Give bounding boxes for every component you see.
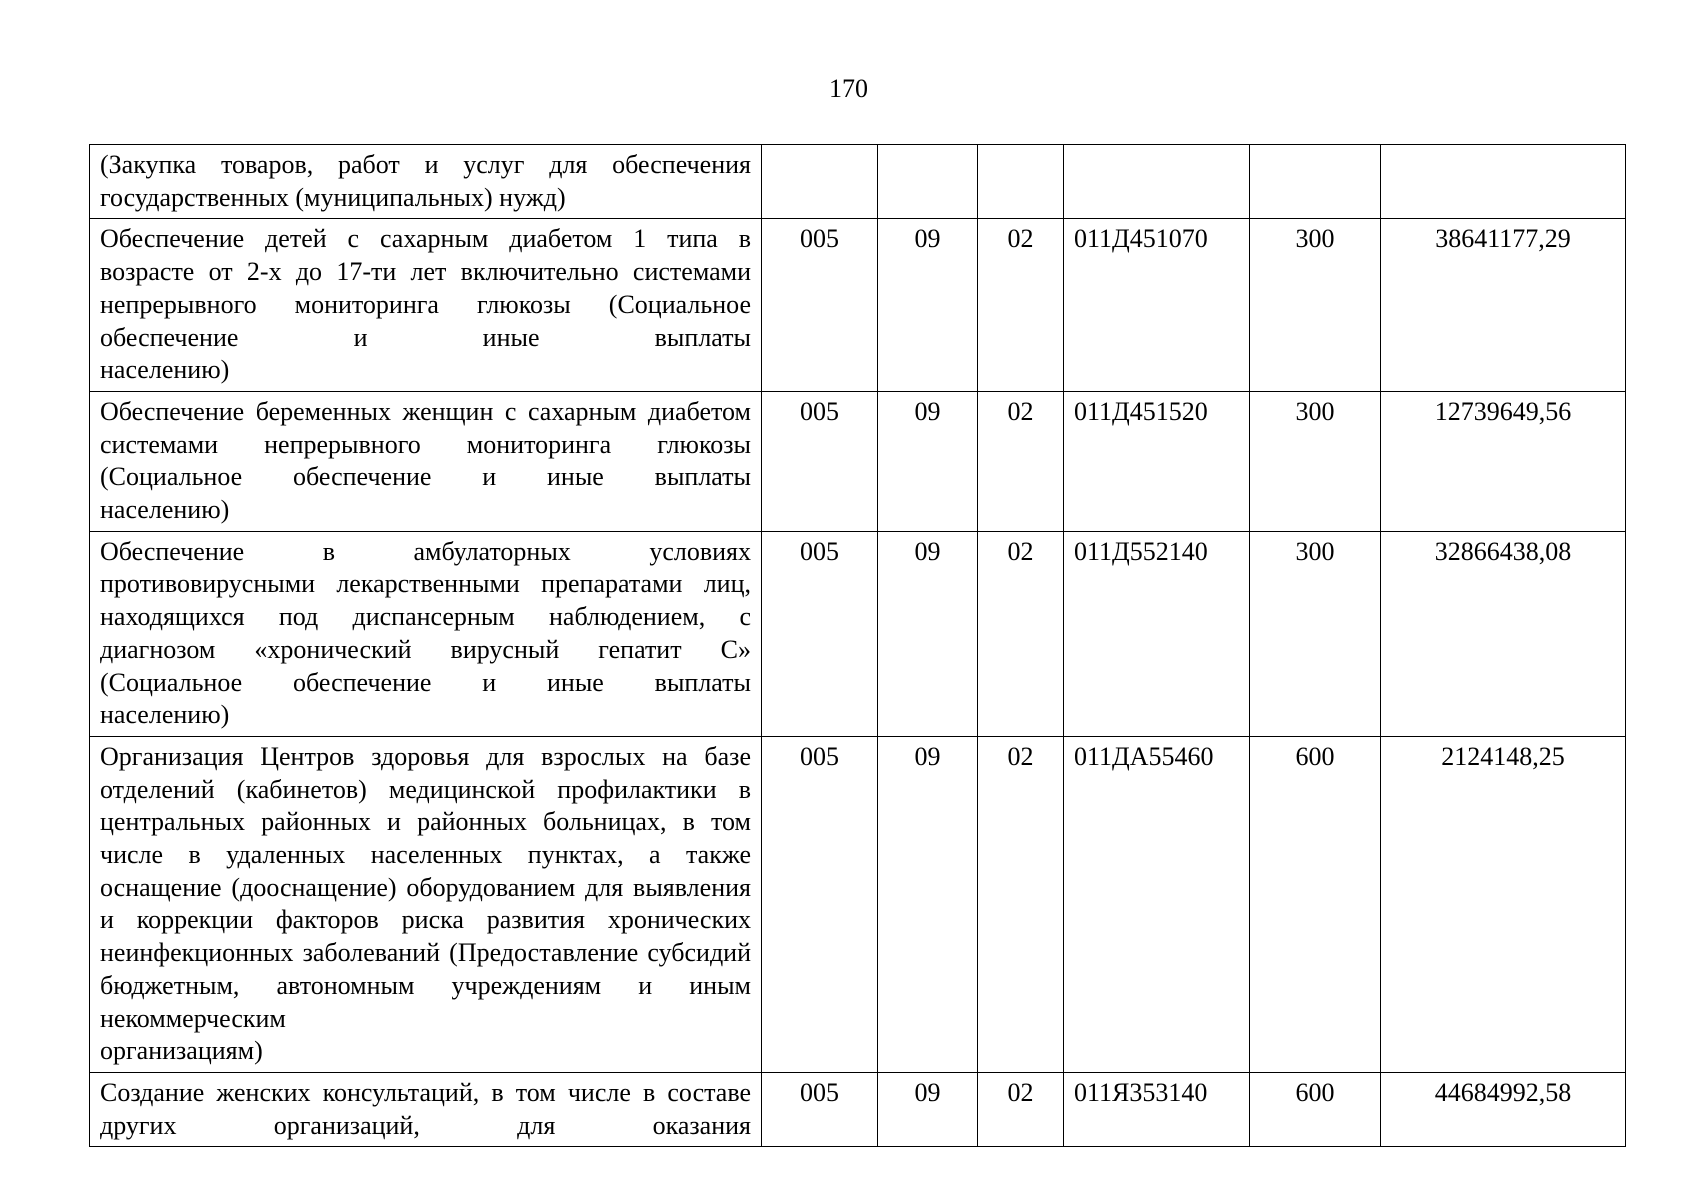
page-number: 170 xyxy=(829,74,868,103)
subsection-code-cell: 02 xyxy=(978,219,1064,392)
section-code-cell: 09 xyxy=(878,391,978,531)
expense-type-cell: 300 xyxy=(1250,219,1381,392)
amount-cell: 12739649,56 xyxy=(1381,391,1626,531)
description-line: Обеспечение в амбулаторных условиях xyxy=(100,536,751,566)
ministry-code-cell: 005 xyxy=(762,391,878,531)
description-line: (Предоставление субсидий бюджетным, автономным xyxy=(100,938,752,1000)
subsection-code-cell: 02 xyxy=(978,531,1064,736)
section-code-cell: 09 xyxy=(878,1072,978,1146)
description-line: противовирусными лекарственными препаратами xyxy=(100,569,683,599)
description-line: возрасте от 2-х до 17-ти лет включительно xyxy=(100,257,619,287)
target-article-cell xyxy=(1064,145,1250,219)
description-line: диабетом системами непрерывного мониторинга xyxy=(100,396,751,459)
target-article-cell: 011Д552140 xyxy=(1064,531,1250,736)
description-line: составе других организаций, для оказания xyxy=(100,1077,751,1140)
expense-type-cell: 600 xyxy=(1250,736,1381,1072)
expense-type-cell: 300 xyxy=(1250,531,1381,736)
ministry-code-cell: 005 xyxy=(762,736,878,1072)
subsection-code-cell xyxy=(978,145,1064,219)
description-line: учреждениям и иным некоммерческим xyxy=(100,970,751,1033)
section-code-cell: 09 xyxy=(878,531,978,736)
row-description xyxy=(90,391,762,531)
table-row xyxy=(90,531,1626,736)
description-line: в том числе в удаленных населенных пунктах, xyxy=(100,807,751,870)
description-line: отделений (кабинетов) медицинской профилактики в xyxy=(100,774,751,804)
amount-cell: 32866438,08 xyxy=(1381,531,1626,736)
description-line: населению) xyxy=(100,495,230,525)
table-row xyxy=(90,145,1626,219)
description-line: (Социальное обеспечение и иные выплаты xyxy=(100,289,751,352)
description-line: (Социальное обеспечение и иные выплаты xyxy=(100,667,751,697)
subsection-code-cell: 02 xyxy=(978,1072,1064,1146)
section-code-cell: 09 xyxy=(878,219,978,392)
budget-table xyxy=(89,144,1626,1147)
table-row xyxy=(90,219,1626,392)
section-code-cell xyxy=(878,145,978,219)
table-row xyxy=(90,736,1626,1072)
row-description xyxy=(90,219,762,392)
description-line: Организация Центров здоровья для взрослых на базе xyxy=(100,741,751,771)
description-line: а также оснащение (дооснащение) оборудованием xyxy=(100,840,751,902)
row-description xyxy=(90,145,762,219)
target-article-cell: 011ДА55460 xyxy=(1064,736,1250,1072)
description-line: государственных (муниципальных) нужд) xyxy=(100,182,566,212)
expense-type-cell xyxy=(1250,145,1381,219)
amount-cell xyxy=(1381,145,1626,219)
description-line: (Закупка товаров, работ и услуг для обеспечения xyxy=(100,150,751,179)
expense-type-cell: 300 xyxy=(1250,391,1381,531)
target-article-cell: 011Д451070 xyxy=(1064,219,1250,392)
subsection-code-cell: 02 xyxy=(978,391,1064,531)
description-line: организациям) xyxy=(100,1036,263,1066)
ministry-code-cell: 005 xyxy=(762,219,878,392)
table-body xyxy=(90,145,1626,1147)
description-line: Создание женских консультаций, в том числе в xyxy=(100,1077,656,1107)
amount-cell: 38641177,29 xyxy=(1381,219,1626,392)
description-line: населению) xyxy=(100,355,230,385)
table-row xyxy=(90,1072,1626,1146)
expense-type-cell: 600 xyxy=(1250,1072,1381,1146)
description-line: центральных районных и районных больницах, xyxy=(100,807,667,837)
description-line: для выявления и коррекции факторов риска xyxy=(100,872,751,935)
subsection-code-cell: 02 xyxy=(978,736,1064,1072)
row-description xyxy=(90,736,762,1072)
description-line: Обеспечение детей с сахарным диабетом 1 типа в xyxy=(100,224,751,254)
table-row xyxy=(90,391,1626,531)
description-line: с диагнозом «хронический вирусный гепатит С» xyxy=(100,602,752,664)
target-article-cell: 011Я353140 xyxy=(1064,1072,1250,1146)
description-line: развития хронических неинфекционных заболеваний xyxy=(100,905,752,968)
description-line: лиц, находящихся под диспансерным наблюдением, xyxy=(100,569,751,632)
amount-cell: 2124148,25 xyxy=(1381,736,1626,1072)
description-line: глюкозы (Социальное обеспечение и иные выплаты xyxy=(100,429,752,492)
target-article-cell: 011Д451520 xyxy=(1064,391,1250,531)
ministry-code-cell: 005 xyxy=(762,531,878,736)
amount-cell: 44684992,58 xyxy=(1381,1072,1626,1146)
description-line: Обеспечение беременных женщин с сахарным xyxy=(100,396,637,426)
row-description xyxy=(90,1072,762,1146)
section-code-cell: 09 xyxy=(878,736,978,1072)
ministry-code-cell: 005 xyxy=(762,1072,878,1146)
description-line: системами непрерывного мониторинга глюкозы xyxy=(100,257,752,319)
ministry-code-cell xyxy=(762,145,878,219)
row-description xyxy=(90,531,762,736)
description-line: населению) xyxy=(100,700,230,730)
